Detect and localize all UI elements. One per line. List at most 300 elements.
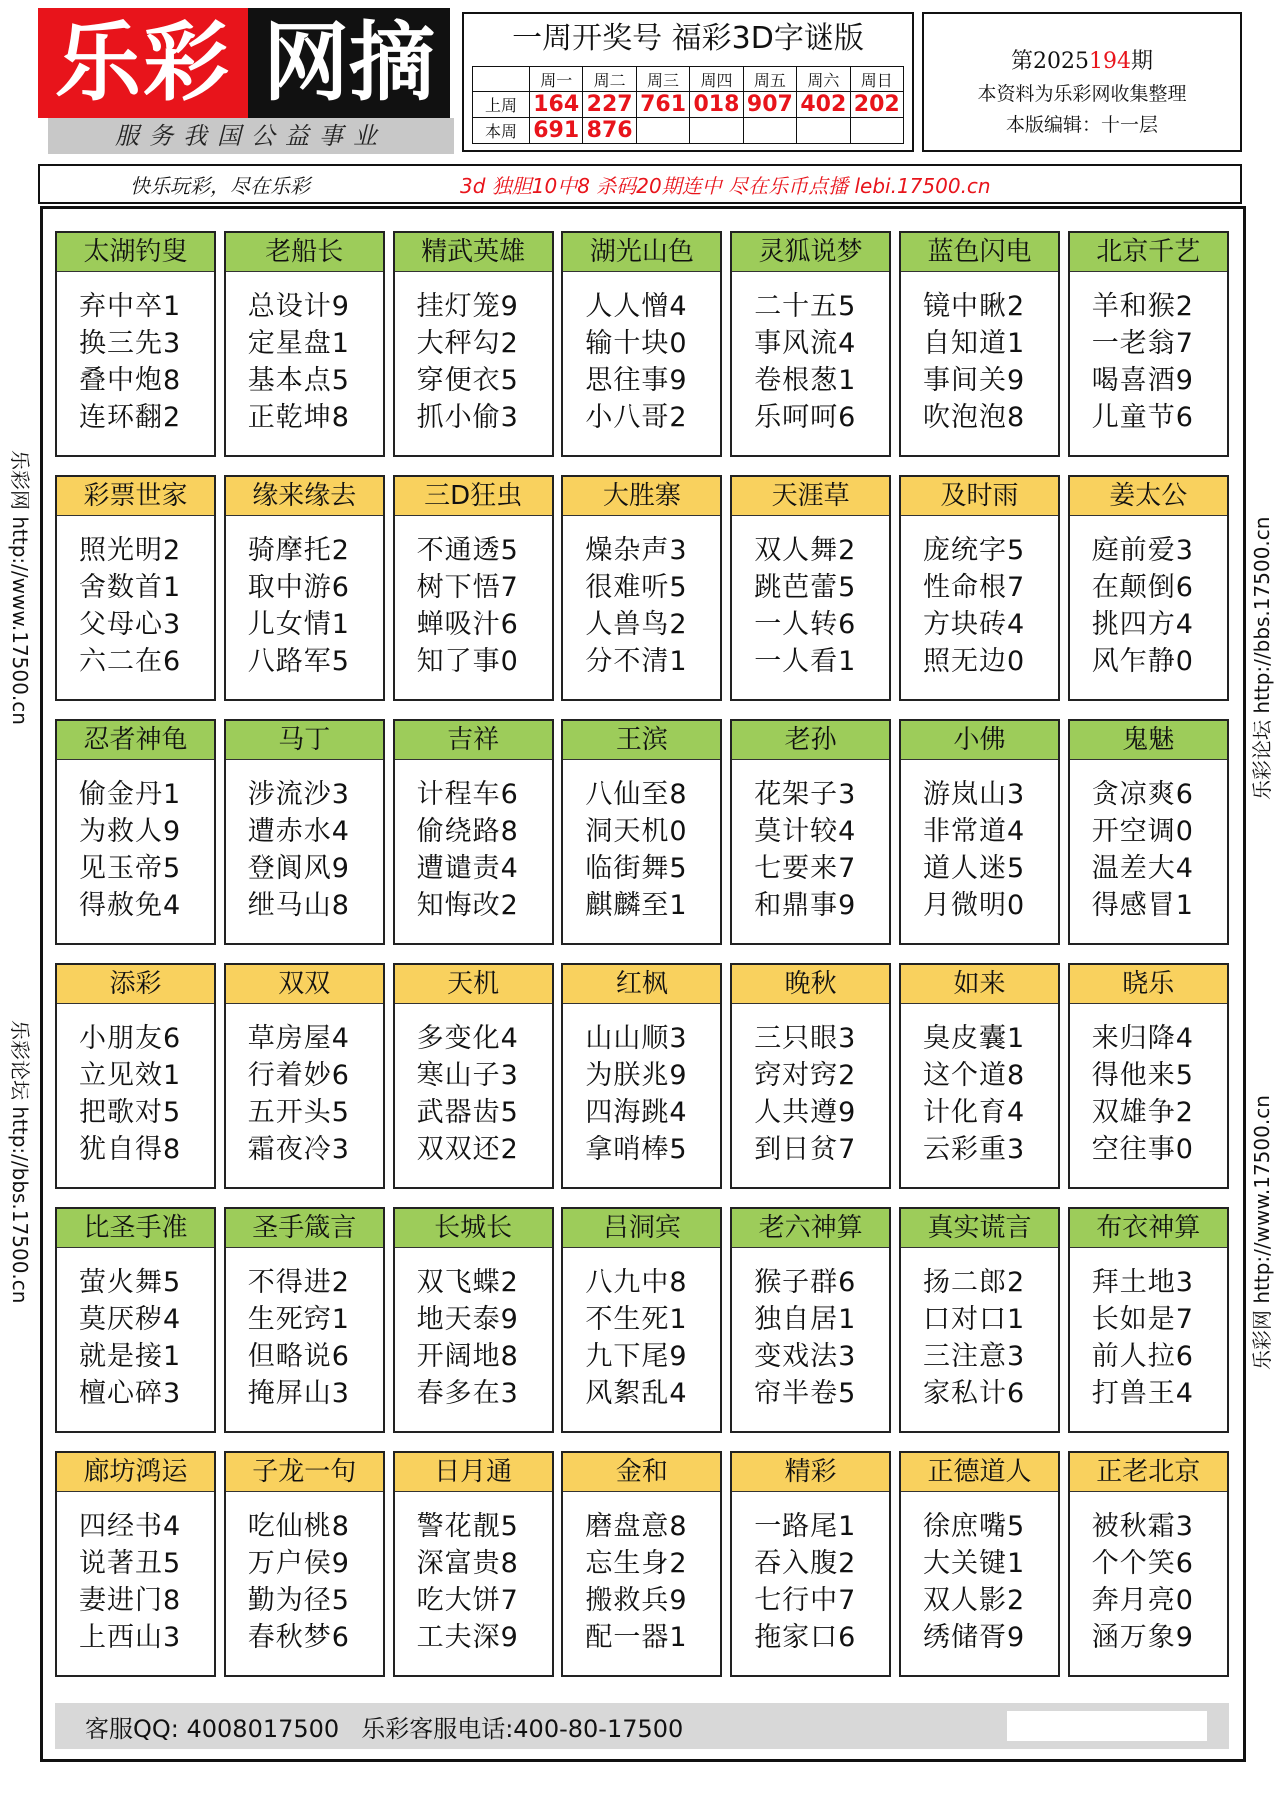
- day-header: 周二: [583, 67, 636, 92]
- riddle-card: [55, 1207, 216, 1433]
- card-lines: [901, 1492, 1058, 1656]
- riddle-line: 奔月亮0: [1091, 1585, 1194, 1616]
- riddle-line: 双雄争2: [1091, 1097, 1194, 1128]
- riddle-card: [730, 231, 891, 457]
- card-author: 太湖钓叟: [57, 233, 214, 272]
- riddle-line: 吞入腹2: [754, 1548, 857, 1579]
- card-author: 小佛: [901, 721, 1058, 760]
- riddle-line: 三注意3: [922, 1341, 1026, 1372]
- riddle-line: 立见效1: [79, 1060, 182, 1091]
- last-week-label: 上周: [473, 92, 530, 118]
- riddle-line: 空往事0: [1091, 1134, 1194, 1165]
- riddle-line: 人人憎4: [585, 291, 688, 322]
- riddle-line: 一老翁7: [1091, 328, 1194, 359]
- riddle-line: 性命根7: [922, 572, 1026, 603]
- card-lines: [901, 1004, 1058, 1168]
- card-author: 精彩: [732, 1453, 889, 1492]
- site-logo: [38, 8, 450, 118]
- riddle-line: 就是接1: [79, 1341, 182, 1372]
- riddle-line: 说著丑5: [79, 1548, 182, 1579]
- riddle-card: [899, 231, 1060, 457]
- riddle-line: 拿哨棒5: [585, 1134, 688, 1165]
- riddle-line: 小八哥2: [585, 402, 688, 433]
- riddle-line: 风絮乱4: [585, 1378, 688, 1409]
- riddle-line: 工夫深9: [416, 1622, 519, 1653]
- riddle-line: 知了事0: [416, 646, 519, 677]
- riddle-line: 莫计较4: [754, 816, 857, 847]
- card-lines: [1070, 760, 1227, 924]
- riddle-line: 父母心3: [79, 609, 182, 640]
- card-author: 王滨: [563, 721, 720, 760]
- footer: [55, 1703, 1229, 1749]
- card-lines: [732, 516, 889, 680]
- riddle-line: 臭皮囊1: [922, 1023, 1026, 1054]
- riddle-line: 猴子群6: [754, 1267, 857, 1298]
- card-lines: [395, 516, 552, 680]
- riddle-line: 多变化4: [416, 1023, 519, 1054]
- card-lines: [563, 516, 720, 680]
- riddle-card: [899, 963, 1060, 1189]
- card-lines: [226, 272, 383, 436]
- riddle-line: 吃大饼7: [416, 1585, 519, 1616]
- riddle-line: 照光明2: [79, 535, 182, 566]
- riddle-line: 自知道1: [922, 328, 1026, 359]
- card-lines: [226, 1248, 383, 1412]
- riddle-line: 萤火舞5: [79, 1267, 182, 1298]
- riddle-line: 七要来7: [754, 853, 857, 884]
- riddle-line: 双双还2: [416, 1134, 519, 1165]
- riddle-line: 树下悟7: [416, 572, 519, 603]
- riddle-line: 拜土地3: [1091, 1267, 1194, 1298]
- card-author: 老船长: [226, 233, 383, 272]
- riddle-card: [393, 231, 554, 457]
- card-lines: [563, 272, 720, 436]
- riddle-card: [55, 475, 216, 701]
- riddle-line: 弃中卒1: [79, 291, 182, 322]
- riddle-line: 知悔改2: [416, 890, 519, 921]
- riddle-line: 输十块0: [585, 328, 688, 359]
- riddle-line: 人共遵9: [754, 1097, 857, 1128]
- draw-number: [797, 118, 850, 144]
- riddle-line: 洞天机0: [585, 816, 688, 847]
- logo-black-part: 网摘: [248, 8, 450, 118]
- riddle-line: 云彩重3: [922, 1134, 1026, 1165]
- card-author: 灵狐说梦: [732, 233, 889, 272]
- riddle-line: 生死窍1: [247, 1304, 350, 1335]
- riddle-line: 犹自得8: [79, 1134, 182, 1165]
- riddle-line: 这个道8: [922, 1060, 1026, 1091]
- draw-number: 202: [850, 92, 903, 118]
- draw-number: 907: [743, 92, 796, 118]
- riddle-line: 草房屋4: [247, 1023, 350, 1054]
- card-author: 姜太公: [1070, 477, 1227, 516]
- riddle-card: [1068, 1207, 1229, 1433]
- card-lines: [57, 1248, 214, 1412]
- riddle-card: [899, 719, 1060, 945]
- riddle-line: 变戏法3: [754, 1341, 857, 1372]
- riddle-line: 计化育4: [922, 1097, 1026, 1128]
- riddle-card: [224, 963, 385, 1189]
- riddle-line: 计程车6: [416, 779, 519, 810]
- riddle-line: 绁马山8: [247, 890, 350, 921]
- riddle-line: 在颠倒6: [1091, 572, 1194, 603]
- riddle-card: [561, 963, 722, 1189]
- riddle-line: 八路军5: [247, 646, 350, 677]
- riddle-line: 警花靓5: [416, 1511, 519, 1542]
- riddle-line: 上西山3: [79, 1622, 182, 1653]
- riddle-line: 三只眼3: [754, 1023, 857, 1054]
- riddle-line: 四海跳4: [585, 1097, 688, 1128]
- riddle-line: 穿便衣5: [416, 365, 519, 396]
- card-lines: [226, 1492, 383, 1656]
- riddle-line: 卷根葱1: [754, 365, 857, 396]
- riddle-line: 为朕兆9: [585, 1060, 688, 1091]
- card-author: 天机: [395, 965, 552, 1004]
- riddle-line: 事间关9: [922, 365, 1026, 396]
- riddle-line: 双人舞2: [754, 535, 857, 566]
- draw-number: [743, 118, 796, 144]
- card-lines: [57, 760, 214, 924]
- riddle-line: 人兽鸟2: [585, 609, 688, 640]
- riddle-line: 临街舞5: [585, 853, 688, 884]
- card-author: 正老北京: [1070, 1453, 1227, 1492]
- riddle-line: 为救人9: [79, 816, 182, 847]
- riddle-line: 不通透5: [416, 535, 519, 566]
- riddle-line: 八仙至8: [585, 779, 688, 810]
- footer-blank-box: [1007, 1711, 1207, 1741]
- riddle-line: 儿童节6: [1091, 402, 1194, 433]
- card-lines: [57, 516, 214, 680]
- card-author: 湖光山色: [563, 233, 720, 272]
- riddle-line: 一人看1: [754, 646, 857, 677]
- riddle-line: 但略说6: [247, 1341, 350, 1372]
- riddle-line: 莫厌秽4: [79, 1304, 182, 1335]
- riddle-line: 七行中7: [754, 1585, 857, 1616]
- draw-number: [850, 118, 903, 144]
- riddle-line: 霜夜冷3: [247, 1134, 350, 1165]
- riddle-card: [1068, 231, 1229, 457]
- card-author: 老六神算: [732, 1209, 889, 1248]
- riddle-line: 事风流4: [754, 328, 857, 359]
- side-text-right-top: 乐彩论坛 http://bbs.17500.cn: [1250, 516, 1274, 800]
- riddle-card: [393, 475, 554, 701]
- riddle-line: 庞统字5: [922, 535, 1026, 566]
- riddle-line: 得感冒1: [1091, 890, 1194, 921]
- riddle-card: [561, 475, 722, 701]
- riddle-card: [55, 719, 216, 945]
- card-lines: [732, 272, 889, 436]
- card-lines: [395, 1004, 552, 1168]
- card-author: 缘来缘去: [226, 477, 383, 516]
- riddle-card: [224, 475, 385, 701]
- riddle-card: [224, 1451, 385, 1677]
- riddle-line: 双人影2: [922, 1585, 1026, 1616]
- riddle-line: 帘半卷5: [754, 1378, 857, 1409]
- riddle-line: 大秤勾2: [416, 328, 519, 359]
- riddle-card: [730, 1451, 891, 1677]
- riddle-line: 口对口1: [922, 1304, 1026, 1335]
- draw-number: 018: [690, 92, 743, 118]
- riddle-line: 开阔地8: [416, 1341, 519, 1372]
- riddle-line: 很难听5: [585, 572, 688, 603]
- riddle-line: 分不清1: [585, 646, 688, 677]
- card-author: 大胜寨: [563, 477, 720, 516]
- draw-number: 402: [797, 92, 850, 118]
- riddle-line: 双飞蝶2: [416, 1267, 519, 1298]
- riddle-line: 行着妙6: [247, 1060, 350, 1091]
- card-author: 彩票世家: [57, 477, 214, 516]
- riddle-line: 登阆风9: [247, 853, 350, 884]
- day-header: 周四: [690, 67, 743, 92]
- card-lines: [1070, 516, 1227, 680]
- riddle-line: 二十五5: [754, 291, 857, 322]
- riddle-card: [561, 719, 722, 945]
- riddle-line: 得赦免4: [79, 890, 182, 921]
- weekly-draw-panel: [462, 12, 914, 152]
- card-author: 真实谎言: [901, 1209, 1058, 1248]
- card-lines: [1070, 1004, 1227, 1168]
- card-author: 长城长: [395, 1209, 552, 1248]
- riddle-line: 偷金丹1: [79, 779, 182, 810]
- card-author: 北京千艺: [1070, 233, 1227, 272]
- day-header: 周三: [636, 67, 689, 92]
- riddle-card: [899, 1451, 1060, 1677]
- card-author: 双双: [226, 965, 383, 1004]
- riddle-card: [730, 1207, 891, 1433]
- card-lines: [563, 1004, 720, 1168]
- card-lines: [901, 516, 1058, 680]
- card-author: 鬼魅: [1070, 721, 1227, 760]
- riddle-line: 羊和猴2: [1091, 291, 1194, 322]
- riddle-line: 武器齿5: [416, 1097, 519, 1128]
- riddle-line: 寒山子3: [416, 1060, 519, 1091]
- riddle-line: 春秋梦6: [247, 1622, 350, 1653]
- slogan: 服务我国公益事业: [48, 118, 454, 154]
- editor-note: 本版编辑：十一层: [1005, 114, 1158, 136]
- riddle-line: 九下尾9: [585, 1341, 688, 1372]
- card-author: 布衣神算: [1070, 1209, 1227, 1248]
- riddle-line: 抓小偷3: [416, 402, 519, 433]
- riddle-line: 长如是7: [1091, 1304, 1194, 1335]
- card-author: 天涯草: [732, 477, 889, 516]
- riddle-line: 燥杂声3: [585, 535, 688, 566]
- card-lines: [732, 1004, 889, 1168]
- this-week-label: 本周: [473, 118, 530, 144]
- riddle-line: 总设计9: [247, 291, 350, 322]
- riddle-line: 道人迷5: [922, 853, 1026, 884]
- riddle-line: 地天泰9: [416, 1304, 519, 1335]
- day-header: 周一: [530, 67, 583, 92]
- riddle-line: 舍数首1: [79, 572, 182, 603]
- riddle-line: 被秋霜3: [1091, 1511, 1194, 1542]
- day-header: 周五: [743, 67, 796, 92]
- riddle-line: 贪凉爽6: [1091, 779, 1194, 810]
- riddle-card: [899, 475, 1060, 701]
- riddle-line: 一人转6: [754, 609, 857, 640]
- riddle-line: 吃仙桃8: [247, 1511, 350, 1542]
- side-text-left-bottom: 乐彩论坛 http://bbs.17500.cn: [8, 1020, 32, 1304]
- riddle-line: 大关键1: [922, 1548, 1026, 1579]
- riddle-line: 磨盘意8: [585, 1511, 688, 1542]
- card-lines: [1070, 1248, 1227, 1412]
- card-author: 晚秋: [732, 965, 889, 1004]
- riddle-line: 万户侯9: [247, 1548, 350, 1579]
- card-author: 日月通: [395, 1453, 552, 1492]
- riddle-line: 挂灯笼9: [416, 291, 519, 322]
- draw-number: 691: [530, 118, 583, 144]
- riddle-card: [561, 231, 722, 457]
- riddle-line: 连环翻2: [79, 402, 182, 433]
- riddle-line: 掩屏山3: [247, 1378, 350, 1409]
- draw-number: 761: [636, 92, 689, 118]
- riddle-line: 一路尾1: [754, 1511, 857, 1542]
- riddle-card: [730, 719, 891, 945]
- card-author: 添彩: [57, 965, 214, 1004]
- riddle-card: [561, 1451, 722, 1677]
- riddle-line: 涵万象9: [1091, 1622, 1194, 1653]
- riddle-line: 照无边0: [922, 646, 1026, 677]
- card-lines: [732, 760, 889, 924]
- riddle-line: 和鼎事9: [754, 890, 857, 921]
- card-author: 吕洞宾: [563, 1209, 720, 1248]
- riddle-line: 到日贫7: [754, 1134, 857, 1165]
- card-lines: [901, 760, 1058, 924]
- riddle-line: 游岚山3: [922, 779, 1026, 810]
- riddle-line: 遭赤水4: [247, 816, 350, 847]
- service-qq: 客服QQ: 4008017500: [85, 1714, 340, 1743]
- card-lines: [901, 1248, 1058, 1412]
- draw-number: 227: [583, 92, 636, 118]
- riddle-line: 温差大4: [1091, 853, 1194, 884]
- riddle-line: 吹泡泡8: [922, 402, 1026, 433]
- riddle-line: 麒麟至1: [585, 890, 688, 921]
- service-phone: 乐彩客服电话:400-80-17500: [361, 1714, 684, 1743]
- draw-number: [690, 118, 743, 144]
- promo-banner: [38, 164, 1242, 204]
- riddle-card: [1068, 963, 1229, 1189]
- riddle-card: [224, 231, 385, 457]
- card-author: 蓝色闪电: [901, 233, 1058, 272]
- riddle-card: [55, 963, 216, 1189]
- riddle-card: [1068, 719, 1229, 945]
- draw-number: 164: [530, 92, 583, 118]
- card-lines: [57, 1492, 214, 1656]
- day-header: 周日: [850, 67, 903, 92]
- riddle-line: 乐呵呵6: [754, 402, 857, 433]
- banner-left: 快乐玩彩，尽在乐彩: [130, 173, 310, 198]
- issue-info: [922, 12, 1242, 152]
- card-author: 及时雨: [901, 477, 1058, 516]
- riddle-line: 打兽王4: [1091, 1378, 1194, 1409]
- riddle-line: 不得进2: [247, 1267, 350, 1298]
- riddle-line: 小朋友6: [79, 1023, 182, 1054]
- riddle-line: 忘生身2: [585, 1548, 688, 1579]
- draw-table: [472, 66, 904, 144]
- riddle-card: [1068, 475, 1229, 701]
- riddle-line: 不生死1: [585, 1304, 688, 1335]
- card-lines: [395, 760, 552, 924]
- riddle-line: 四经书4: [79, 1511, 182, 1542]
- card-author: 廊坊鸿运: [57, 1453, 214, 1492]
- card-lines: [732, 1492, 889, 1656]
- card-author: 晓乐: [1070, 965, 1227, 1004]
- card-lines: [1070, 1492, 1227, 1656]
- riddle-grid: [55, 231, 1229, 1677]
- riddle-line: 拖家口6: [754, 1622, 857, 1653]
- card-author: 马丁: [226, 721, 383, 760]
- card-author: 金和: [563, 1453, 720, 1492]
- riddle-line: 跳芭蕾5: [754, 572, 857, 603]
- riddle-line: 山山顺3: [585, 1023, 688, 1054]
- riddle-line: 独自居1: [754, 1304, 857, 1335]
- riddle-line: 遭谴责4: [416, 853, 519, 884]
- card-author: 吉祥: [395, 721, 552, 760]
- riddle-line: 取中游6: [247, 572, 350, 603]
- card-lines: [395, 1248, 552, 1412]
- riddle-card: [1068, 1451, 1229, 1677]
- card-author: 老孙: [732, 721, 889, 760]
- riddle-line: 五开头5: [247, 1097, 350, 1128]
- card-author: 三D狂虫: [395, 477, 552, 516]
- riddle-line: 儿女情1: [247, 609, 350, 640]
- card-lines: [1070, 272, 1227, 436]
- riddle-line: 叠中炮8: [79, 365, 182, 396]
- card-lines: [226, 516, 383, 680]
- riddle-line: 骑摩托2: [247, 535, 350, 566]
- riddle-line: 绣储胥9: [922, 1622, 1026, 1653]
- side-text-left-top: 乐彩网 http://www.17500.cn: [8, 450, 32, 725]
- riddle-line: 个个笑6: [1091, 1548, 1194, 1579]
- card-lines: [57, 1004, 214, 1168]
- riddle-line: 前人拉6: [1091, 1341, 1194, 1372]
- riddle-line: 来归降4: [1091, 1023, 1194, 1054]
- riddle-card: [730, 963, 891, 1189]
- riddle-line: 挑四方4: [1091, 609, 1194, 640]
- card-author: 红枫: [563, 965, 720, 1004]
- riddle-line: 换三先3: [79, 328, 182, 359]
- card-lines: [226, 1004, 383, 1168]
- riddle-card: [393, 963, 554, 1189]
- card-author: 子龙一句: [226, 1453, 383, 1492]
- card-author: 忍者神龟: [57, 721, 214, 760]
- riddle-line: 喝喜酒9: [1091, 365, 1194, 396]
- logo-red-part: 乐彩: [38, 8, 248, 118]
- riddle-line: 扬二郎2: [922, 1267, 1026, 1298]
- riddle-line: 妻进门8: [79, 1585, 182, 1616]
- riddle-card: [224, 1207, 385, 1433]
- riddle-line: 把歌对5: [79, 1097, 182, 1128]
- card-author: 圣手箴言: [226, 1209, 383, 1248]
- riddle-line: 涉流沙3: [247, 779, 350, 810]
- riddle-line: 月微明0: [922, 890, 1026, 921]
- card-lines: [57, 272, 214, 436]
- riddle-line: 正乾坤8: [247, 402, 350, 433]
- riddle-line: 家私计6: [922, 1378, 1026, 1409]
- card-lines: [901, 272, 1058, 436]
- draw-title: 一周开奖号 福彩3D字谜版: [512, 21, 864, 56]
- banner-right[interactable]: 3d 独胆10中8 杀码20期连中 尽在乐币点播 lebi.17500.cn: [460, 173, 991, 198]
- card-lines: [732, 1248, 889, 1412]
- riddle-card: [55, 231, 216, 457]
- riddle-line: 檀心碎3: [79, 1378, 182, 1409]
- side-text-right-bottom: 乐彩网 http://www.17500.cn: [1250, 1095, 1274, 1370]
- card-lines: [563, 1492, 720, 1656]
- card-author: 精武英雄: [395, 233, 552, 272]
- riddle-card: [899, 1207, 1060, 1433]
- draw-number: [636, 118, 689, 144]
- riddle-line: 见玉帝5: [79, 853, 182, 884]
- riddle-line: 六二在6: [79, 646, 182, 677]
